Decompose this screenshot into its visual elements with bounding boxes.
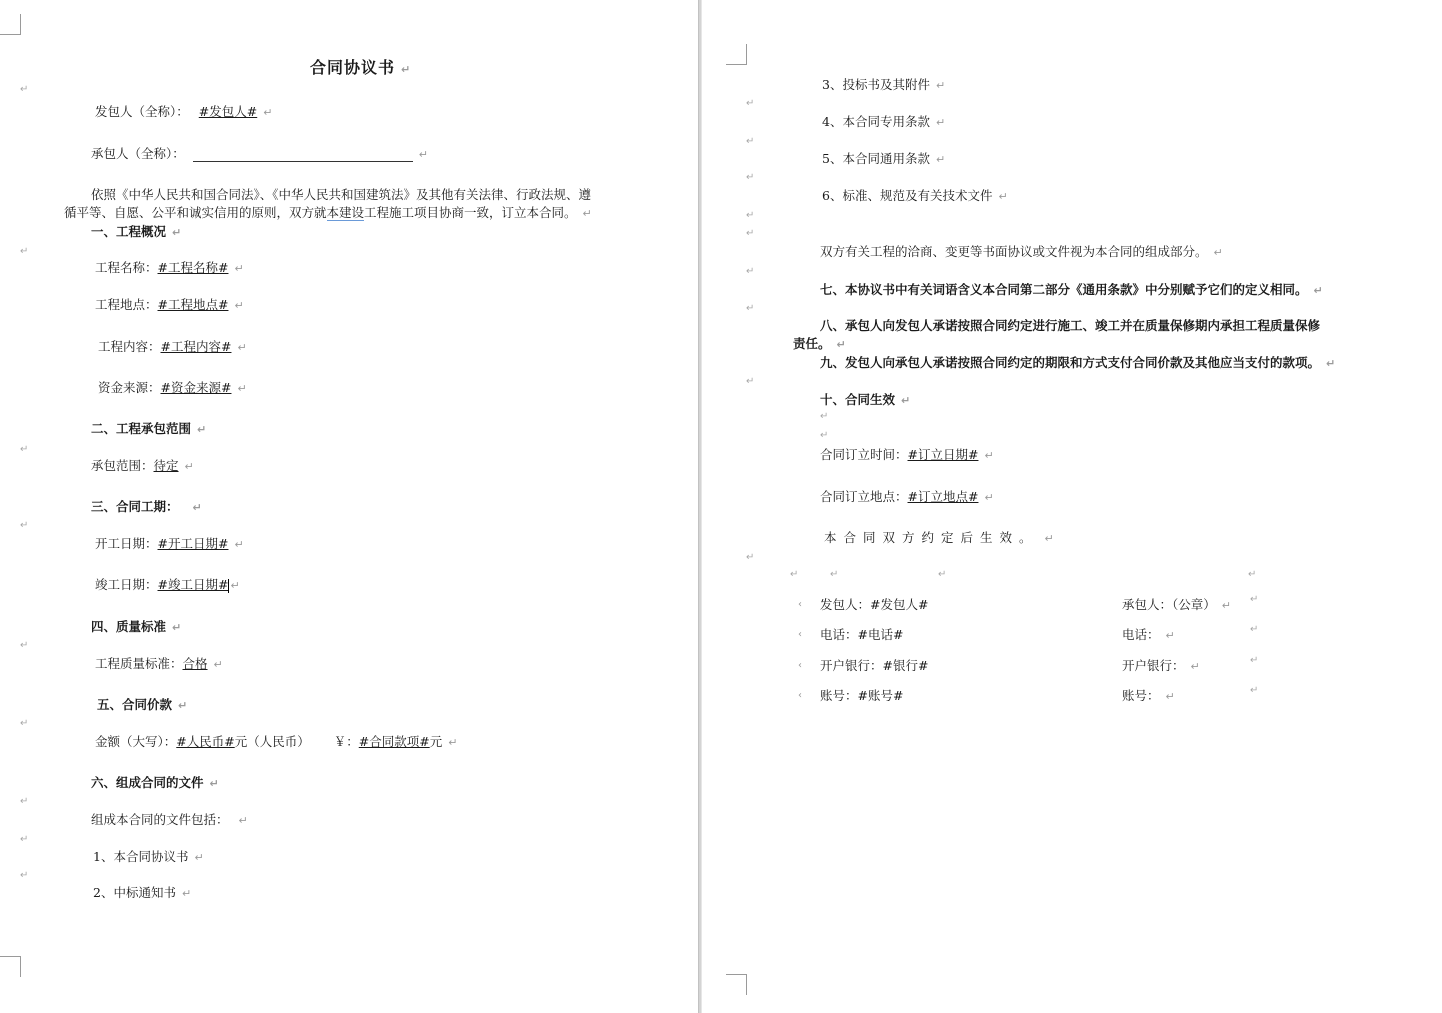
margin-paragraph-mark: ↵	[746, 376, 755, 387]
currency-symbol: ￥：	[333, 734, 359, 749]
list-item-text: 1、本合同协议书	[93, 849, 189, 864]
section-heading-text: 八、承包人向发包人承诺按照合同约定进行施工、竣工并在质量保修期内承担工程质量保修	[820, 318, 1321, 333]
amount-unit: 元（人民币）	[234, 734, 310, 749]
margin-paragraph-mark: ↵	[746, 210, 755, 221]
intro-text: 工程施工项目协商一致，订立本合同。	[364, 205, 577, 220]
table-cell-mark: ↵	[938, 569, 947, 580]
effective-text: 本合同双方约定后生效。	[824, 530, 1039, 545]
project-location-line[interactable]	[95, 297, 244, 313]
amount-unit: 元	[429, 734, 443, 749]
project-location-field[interactable]: #工程地点#	[157, 297, 229, 312]
sign-place-field[interactable]: #订立地点#	[907, 489, 979, 504]
paragraph-mark: ↵	[192, 501, 202, 514]
amount-words-field[interactable]: #人民币#	[176, 734, 235, 749]
section-4-heading[interactable]	[91, 619, 181, 635]
paragraph-mark: ↵	[197, 423, 207, 436]
sig-left-row[interactable]	[820, 658, 928, 674]
list-item-text: 6、标准、规范及有关技术文件	[822, 188, 993, 203]
crop-mark	[0, 14, 21, 35]
margin-paragraph-mark: ↵	[746, 303, 755, 314]
paragraph-mark: ↵	[935, 79, 946, 92]
paragraph-mark: ↵	[238, 814, 248, 827]
docs-note-line[interactable]	[820, 244, 1223, 260]
project-content-field[interactable]: #工程内容#	[160, 339, 232, 354]
sig-left-row[interactable]	[820, 597, 928, 613]
section-heading-text: 一、工程概况	[91, 224, 167, 239]
paragraph-mark: ↵	[234, 299, 244, 312]
paragraph-mark: ↵	[209, 777, 219, 790]
crop-mark	[726, 974, 747, 995]
margin-paragraph-mark: ↵	[20, 640, 29, 651]
paragraph-mark: ↵	[418, 148, 428, 161]
margin-paragraph-mark: ↵	[20, 84, 29, 95]
paragraph-mark: ↵	[1165, 629, 1175, 642]
end-date-line[interactable]	[95, 577, 240, 593]
field-label: 工程名称：	[95, 260, 158, 275]
sign-time-line[interactable]	[820, 447, 994, 463]
row-marker: ‹	[798, 660, 802, 671]
docs-note-text: 双方有关工程的洽商、变更等书面协议或文件视为本合同的组成部分。	[820, 244, 1208, 259]
paragraph-mark: ↵	[181, 887, 192, 900]
intro-paragraph-line-1[interactable]	[91, 187, 591, 203]
paragraph-mark: ↵	[1221, 599, 1231, 612]
paragraph-mark: ↵	[263, 106, 273, 119]
section-heading-text: 四、质量标准	[91, 619, 167, 634]
field-label: 工程质量标准：	[95, 656, 183, 671]
empty-paragraph-mark: ↵	[820, 411, 829, 422]
margin-paragraph-mark: ↵	[20, 444, 29, 455]
section-8-line-1[interactable]	[820, 318, 1320, 334]
row-marker: ‹	[798, 690, 802, 701]
field-label: 开工日期：	[95, 536, 158, 551]
margin-paragraph-mark: ↵	[20, 246, 29, 257]
quality-field[interactable]: 合格	[182, 656, 208, 671]
margin-paragraph-mark: ↵	[746, 136, 755, 147]
paragraph-mark: ↵	[836, 338, 846, 351]
paragraph-mark: ↵	[237, 382, 247, 395]
table-row-mark: ↵	[1248, 569, 1257, 580]
party-b-label: 承包人（全称）：	[91, 146, 185, 161]
field-label: 合同订立地点：	[820, 489, 908, 504]
paragraph-mark: ↵	[230, 579, 240, 592]
margin-paragraph-mark: ↵	[746, 98, 755, 109]
amount-line[interactable]	[95, 734, 457, 750]
paragraph-mark: ↵	[448, 736, 458, 749]
paragraph-mark: ↵	[1326, 357, 1336, 370]
party-b-line[interactable]	[91, 146, 428, 162]
list-item-text: 3、投标书及其附件	[822, 77, 930, 92]
sig-right-row[interactable]	[1122, 627, 1175, 643]
docs-list-item[interactable]	[93, 849, 204, 865]
margin-paragraph-mark: ↵	[746, 228, 755, 239]
party-b-bank: 开户银行：	[1122, 658, 1185, 673]
list-item-text: 5、本合同通用条款	[822, 151, 930, 166]
margin-paragraph-mark: ↵	[746, 266, 755, 277]
docs-list-item[interactable]	[822, 151, 945, 167]
end-date-field[interactable]: #竣工日期#	[157, 577, 229, 592]
paragraph-mark: ↵	[401, 63, 412, 76]
paragraph-mark: ↵	[194, 851, 204, 864]
start-date-field[interactable]: #开工日期#	[157, 536, 229, 551]
field-label: 合同订立时间：	[820, 447, 908, 462]
spellcheck-mark: 本建设	[326, 205, 365, 220]
section-heading-text: 五、合同价款	[97, 697, 173, 712]
table-cell-mark: ↵	[830, 569, 839, 580]
quality-line[interactable]	[95, 656, 223, 672]
margin-paragraph-mark: ↵	[20, 718, 29, 729]
project-content-line[interactable]	[98, 339, 247, 355]
section-heading-text: 责任。	[793, 336, 831, 351]
intro-text: 循平等、自愿、公平和诚实信用的原则，双方就	[64, 205, 327, 220]
section-2-heading[interactable]	[91, 421, 206, 437]
sig-left-row[interactable]	[820, 688, 903, 704]
section-8-line-2[interactable]	[793, 336, 846, 352]
document-title[interactable]	[310, 58, 411, 78]
paragraph-mark: ↵	[984, 491, 994, 504]
party-a-line[interactable]	[95, 104, 272, 120]
table-cell-mark: ↵	[790, 569, 799, 580]
field-label: 承包范围：	[91, 458, 154, 473]
scope-line[interactable]	[91, 458, 194, 474]
section-5-heading[interactable]	[97, 697, 187, 713]
list-item-text: 2、中标通知书	[93, 885, 176, 900]
docs-intro-text: 组成本合同的文件包括：	[91, 812, 229, 827]
section-3-heading[interactable]	[91, 499, 202, 515]
sig-right-row[interactable]	[1122, 597, 1231, 613]
paragraph-mark: ↵	[184, 460, 194, 473]
paragraph-mark: ↵	[935, 116, 946, 129]
crop-mark	[0, 956, 21, 977]
field-label: 工程内容：	[98, 339, 161, 354]
section-heading-text: 二、工程承包范围	[91, 421, 192, 436]
field-label: 金额（大写）：	[95, 734, 177, 749]
field-label: 工程地点：	[95, 297, 158, 312]
section-6-heading[interactable]	[91, 775, 219, 791]
margin-paragraph-mark: ↵	[746, 552, 755, 563]
margin-paragraph-mark: ↵	[20, 796, 29, 807]
paragraph-mark: ↵	[178, 699, 188, 712]
party-a-signature: 发包人：#发包人#	[820, 597, 929, 612]
party-a-bank: 开户银行：#银行#	[820, 658, 929, 673]
party-a-field[interactable]: #发包人#	[198, 104, 258, 119]
section-7-heading[interactable]	[820, 282, 1323, 298]
effective-clause[interactable]	[824, 530, 1054, 546]
party-b-account: 账号：	[1122, 688, 1160, 703]
party-a-account: 账号：#账号#	[820, 688, 904, 703]
scope-field[interactable]: 待定	[153, 458, 179, 473]
sig-right-row[interactable]	[1122, 688, 1175, 704]
paragraph-mark: ↵	[935, 153, 946, 166]
start-date-line[interactable]	[95, 536, 244, 552]
paragraph-mark: ↵	[1165, 690, 1175, 703]
row-marker: ‹	[798, 629, 802, 640]
paragraph-mark: ↵	[213, 658, 223, 671]
list-item-text: 4、本合同专用条款	[822, 114, 930, 129]
project-name-line[interactable]	[95, 260, 244, 276]
docs-list-item[interactable]	[822, 77, 945, 93]
row-marker: ‹	[798, 599, 802, 610]
section-1-heading[interactable]	[91, 224, 181, 240]
table-row-mark: ↵	[1250, 685, 1259, 696]
paragraph-mark: ↵	[237, 341, 247, 354]
section-10-heading[interactable]	[820, 392, 910, 408]
party-b-signature: 承包人：（公章）	[1122, 597, 1216, 612]
margin-paragraph-mark: ↵	[746, 172, 755, 183]
sign-place-line[interactable]	[820, 489, 994, 505]
section-heading-text: 七、本协议书中有关词语含义本合同第二部分《通用条款》中分别赋予它们的定义相同。	[820, 282, 1308, 297]
empty-paragraph-mark: ↵	[820, 430, 829, 441]
docs-intro-line[interactable]	[91, 812, 248, 828]
amount-number-field[interactable]: #合同款项#	[358, 734, 430, 749]
crop-mark	[726, 44, 747, 65]
margin-paragraph-mark: ↵	[20, 870, 29, 881]
paragraph-mark: ↵	[234, 262, 244, 275]
paragraph-mark: ↵	[172, 226, 182, 239]
paragraph-mark: ↵	[582, 207, 592, 220]
section-heading-text: 九、发包人向承包人承诺按照合同约定的期限和方式支付合同价款及其他应当支付的款项。	[820, 355, 1321, 370]
table-row-mark: ↵	[1250, 655, 1259, 666]
paragraph-mark: ↵	[984, 449, 994, 462]
project-name-field[interactable]: #工程名称#	[157, 260, 229, 275]
paragraph-mark: ↵	[901, 394, 911, 407]
docs-list-item[interactable]	[93, 885, 191, 901]
paragraph-mark: ↵	[1213, 246, 1223, 259]
intro-text: 依照《中华人民共和国合同法》、《中华人民共和国建筑法》及其他有关法律、行政法规、遵	[91, 187, 592, 202]
table-row-mark: ↵	[1250, 624, 1259, 635]
paragraph-mark: ↵	[1313, 284, 1323, 297]
field-label: 资金来源：	[98, 380, 161, 395]
sig-left-row[interactable]	[820, 627, 903, 643]
document-page-2	[702, 0, 1442, 1013]
margin-paragraph-mark: ↵	[20, 520, 29, 531]
sig-right-row[interactable]	[1122, 658, 1200, 674]
docs-list-item[interactable]	[822, 114, 945, 130]
section-heading-text: 十、合同生效	[820, 392, 896, 407]
paragraph-mark: ↵	[1190, 660, 1200, 673]
party-a-phone: 电话：#电话#	[820, 627, 904, 642]
table-row-mark: ↵	[1250, 594, 1259, 605]
field-label: 竣工日期：	[95, 577, 158, 592]
title-text: 合同协议书	[310, 58, 396, 77]
margin-paragraph-mark: ↵	[20, 834, 29, 845]
party-b-phone: 电话：	[1122, 627, 1160, 642]
paragraph-mark: ↵	[998, 190, 1008, 203]
document-page-1	[0, 0, 698, 1013]
fund-source-field[interactable]: #资金来源#	[160, 380, 232, 395]
section-heading-text: 三、合同工期：	[91, 499, 179, 514]
section-9-heading[interactable]	[820, 355, 1335, 371]
party-b-blank-field[interactable]	[193, 147, 413, 162]
docs-list-item[interactable]	[822, 188, 1008, 204]
intro-paragraph-line-2[interactable]	[64, 205, 592, 221]
fund-source-line[interactable]	[98, 380, 247, 396]
paragraph-mark: ↵	[234, 538, 244, 551]
section-heading-text: 六、组成合同的文件	[91, 775, 204, 790]
paragraph-mark: ↵	[172, 621, 182, 634]
paragraph-mark: ↵	[1044, 532, 1054, 545]
sign-date-field[interactable]: #订立日期#	[907, 447, 979, 462]
party-a-label: 发包人（全称）：	[95, 104, 189, 119]
